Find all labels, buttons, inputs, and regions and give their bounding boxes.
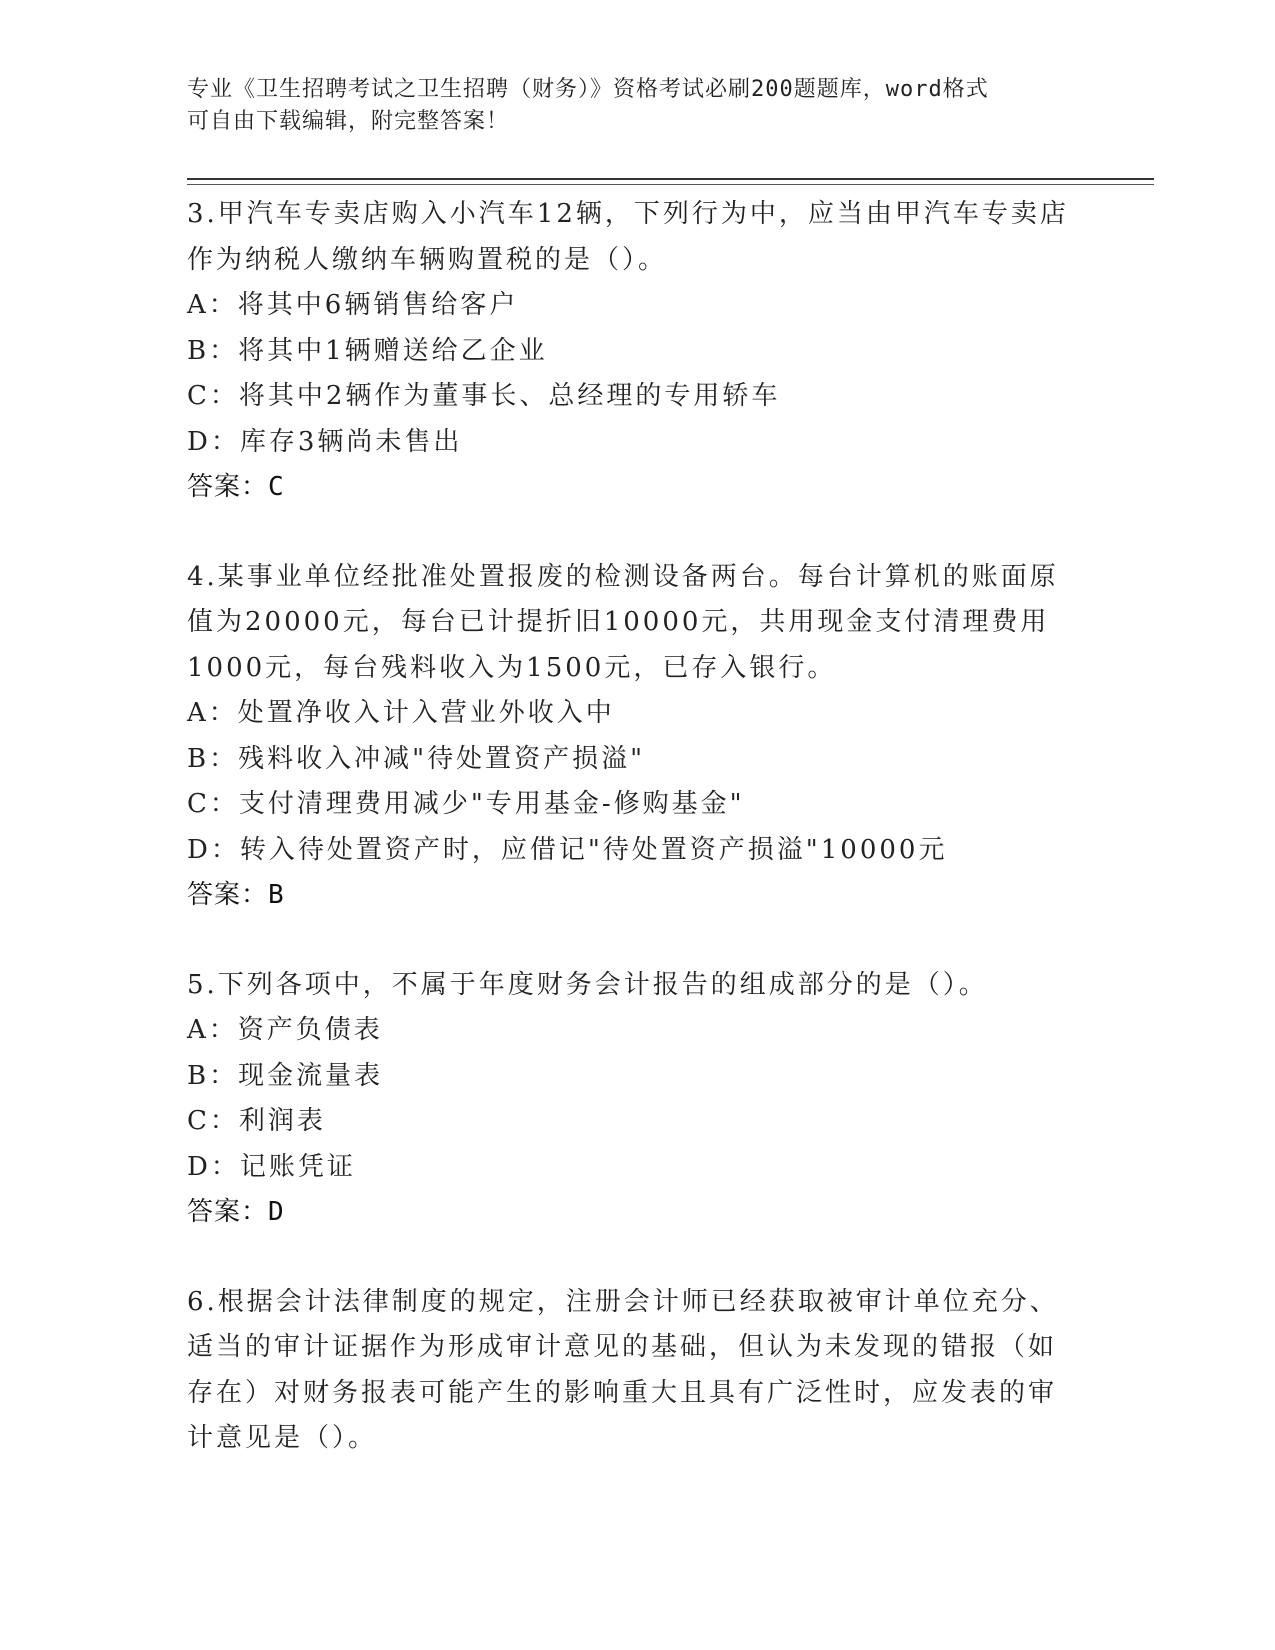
question-text-line: 1000元，每台残料收入为1500元，已存入银行。 (187, 652, 837, 683)
question-4 (187, 555, 1087, 919)
question-text-line: 6.根据会计法律制度的规定，注册会计师已经获取被审计单位充分、 (187, 1286, 1059, 1317)
question-text-line: 适当的审计证据作为形成审计意见的基础，但认为未发现的错报（如 (187, 1332, 1058, 1362)
question-list (187, 192, 1087, 1506)
question-6 (187, 1280, 1087, 1462)
option-a: A：处置净收入计入营业外收入中 (187, 698, 615, 728)
option-c: C：利润表 (187, 1106, 326, 1136)
option-b: B：将其中1辆赠送给乙企业 (187, 335, 548, 366)
question-text-line: 4.某事业单位经批准处置报废的检测设备两台。每台计算机的账面原 (187, 561, 1059, 592)
option-c: C：将其中2辆作为董事长、总经理的专用轿车 (187, 381, 781, 411)
document-header (187, 74, 1087, 138)
question-text-line: 5.下列各项中，不属于年度财务会计报告的组成部分的是（）。 (187, 969, 988, 1000)
question-text-line: 存在）对财务报表可能产生的影响重大且具有广泛性时，应发表的审 (187, 1377, 1058, 1408)
option-b: B：现金流量表 (187, 1060, 384, 1091)
option-d: D：转入待处置资产时，应借记"待处置资产损溢"10000元 (187, 834, 948, 865)
header-divider-thin (187, 184, 1154, 185)
option-b: B：残料收入冲减"待处置资产损溢" (187, 743, 646, 774)
question-text-line: 3.甲汽车专卖店购入小汽车12辆，下列行为中，应当由甲汽车专卖店 (187, 199, 1069, 229)
header-line-1: 专业《卫生招聘考试之卫生招聘（财务）》资格考试必刷200题题库，word格式 (187, 77, 989, 102)
question-text-line: 作为纳税人缴纳车辆购置税的是（）。 (187, 244, 668, 275)
option-d: D：记账凭证 (187, 1151, 356, 1182)
option-a: A：资产负债表 (187, 1015, 383, 1045)
answer-line: 答案：D (187, 1197, 285, 1227)
option-a: A：将其中6辆销售给客户 (187, 290, 519, 320)
option-d: D：库存3辆尚未售出 (187, 426, 463, 457)
question-5 (187, 963, 1087, 1236)
header-divider-thick (187, 178, 1154, 180)
question-3 (187, 192, 1087, 511)
option-c: C：支付清理费用减少"专用基金-修购基金" (187, 789, 745, 819)
question-text-line: 计意见是（）。 (187, 1423, 378, 1453)
header-line-2: 可自由下载编辑，附完整答案！ (187, 109, 510, 134)
answer-line: 答案：C (187, 472, 285, 502)
question-text-line: 值为20000元，每台已计提折旧10000元，共用现金支付清理费用 (187, 607, 1050, 637)
answer-line: 答案：B (187, 880, 285, 910)
